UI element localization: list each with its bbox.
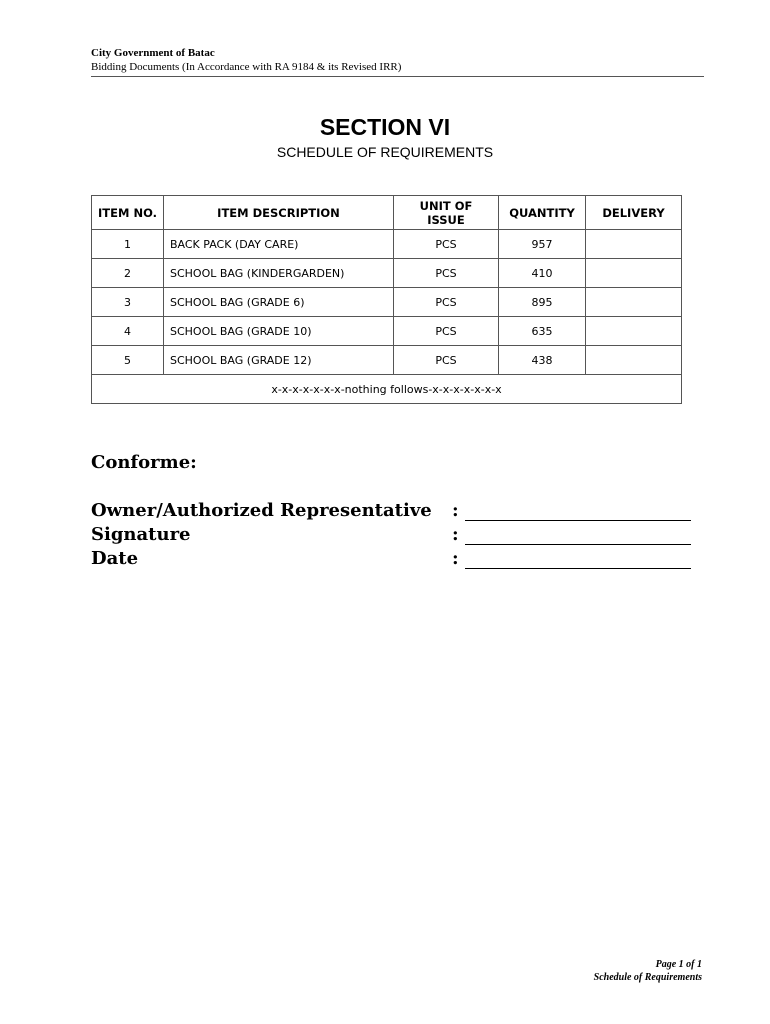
item-no: 1 [92, 230, 164, 259]
signature-line [452, 524, 691, 545]
table-row [92, 230, 682, 259]
page-header [91, 46, 704, 77]
col-unit: UNIT OF ISSUE [394, 196, 499, 230]
field-label-date: Date [91, 548, 139, 569]
item-no: 3 [92, 288, 164, 317]
table-row [92, 317, 682, 346]
colon: : [452, 500, 459, 521]
requirements-table [91, 195, 682, 404]
colon: : [452, 524, 459, 545]
item-description: SCHOOL BAG (GRADE 6) [164, 288, 394, 317]
delivery [586, 288, 682, 317]
representative-line [452, 500, 691, 521]
quantity: 895 [499, 288, 586, 317]
quantity: 635 [499, 317, 586, 346]
col-delivery: DELIVERY [586, 196, 682, 230]
unit: PCS [394, 317, 499, 346]
colon: : [452, 548, 459, 569]
unit: PCS [394, 230, 499, 259]
delivery [586, 259, 682, 288]
item-no: 5 [92, 346, 164, 375]
blank-line [465, 526, 691, 545]
quantity: 957 [499, 230, 586, 259]
quantity: 438 [499, 346, 586, 375]
quantity: 410 [499, 259, 586, 288]
table-header-row [92, 196, 682, 230]
conforme-heading: Conforme: [91, 452, 197, 473]
unit: PCS [394, 259, 499, 288]
item-description: SCHOOL BAG (KINDERGARDEN) [164, 259, 394, 288]
doc-name: Bidding Documents (In Accordance with RA 9184 & its Revised IRR) [91, 61, 402, 73]
delivery [586, 346, 682, 375]
unit: PCS [394, 346, 499, 375]
item-description: SCHOOL BAG (GRADE 10) [164, 317, 394, 346]
delivery [586, 317, 682, 346]
table-row [92, 259, 682, 288]
unit: PCS [394, 288, 499, 317]
nothing-follows: x-x-x-x-x-x-x-nothing follows-x-x-x-x-x-x-x [92, 375, 682, 404]
item-description: SCHOOL BAG (GRADE 12) [164, 346, 394, 375]
field-label-signature: Signature [91, 524, 191, 545]
item-no: 2 [92, 259, 164, 288]
delivery [586, 230, 682, 259]
col-quantity: QUANTITY [499, 196, 586, 230]
blank-line [465, 550, 691, 569]
table-row [92, 288, 682, 317]
section-title: SECTION VI [319, 114, 451, 140]
org-name: City Government of Batac [91, 47, 215, 59]
footer-section: Schedule of Requirements [593, 972, 702, 983]
col-description: ITEM DESCRIPTION [164, 196, 394, 230]
item-description: BACK PACK (DAY CARE) [164, 230, 394, 259]
section-subtitle: SCHEDULE OF REQUIREMENTS [276, 144, 494, 160]
page-number: Page 1 of 1 [655, 959, 702, 970]
field-label-representative: Owner/Authorized Representative [91, 500, 432, 521]
page-footer [594, 958, 702, 984]
item-no: 4 [92, 317, 164, 346]
col-item-no: ITEM NO. [92, 196, 164, 230]
date-line [452, 548, 691, 569]
table-row [92, 346, 682, 375]
table-footer-row [92, 375, 682, 404]
blank-line [465, 502, 691, 521]
